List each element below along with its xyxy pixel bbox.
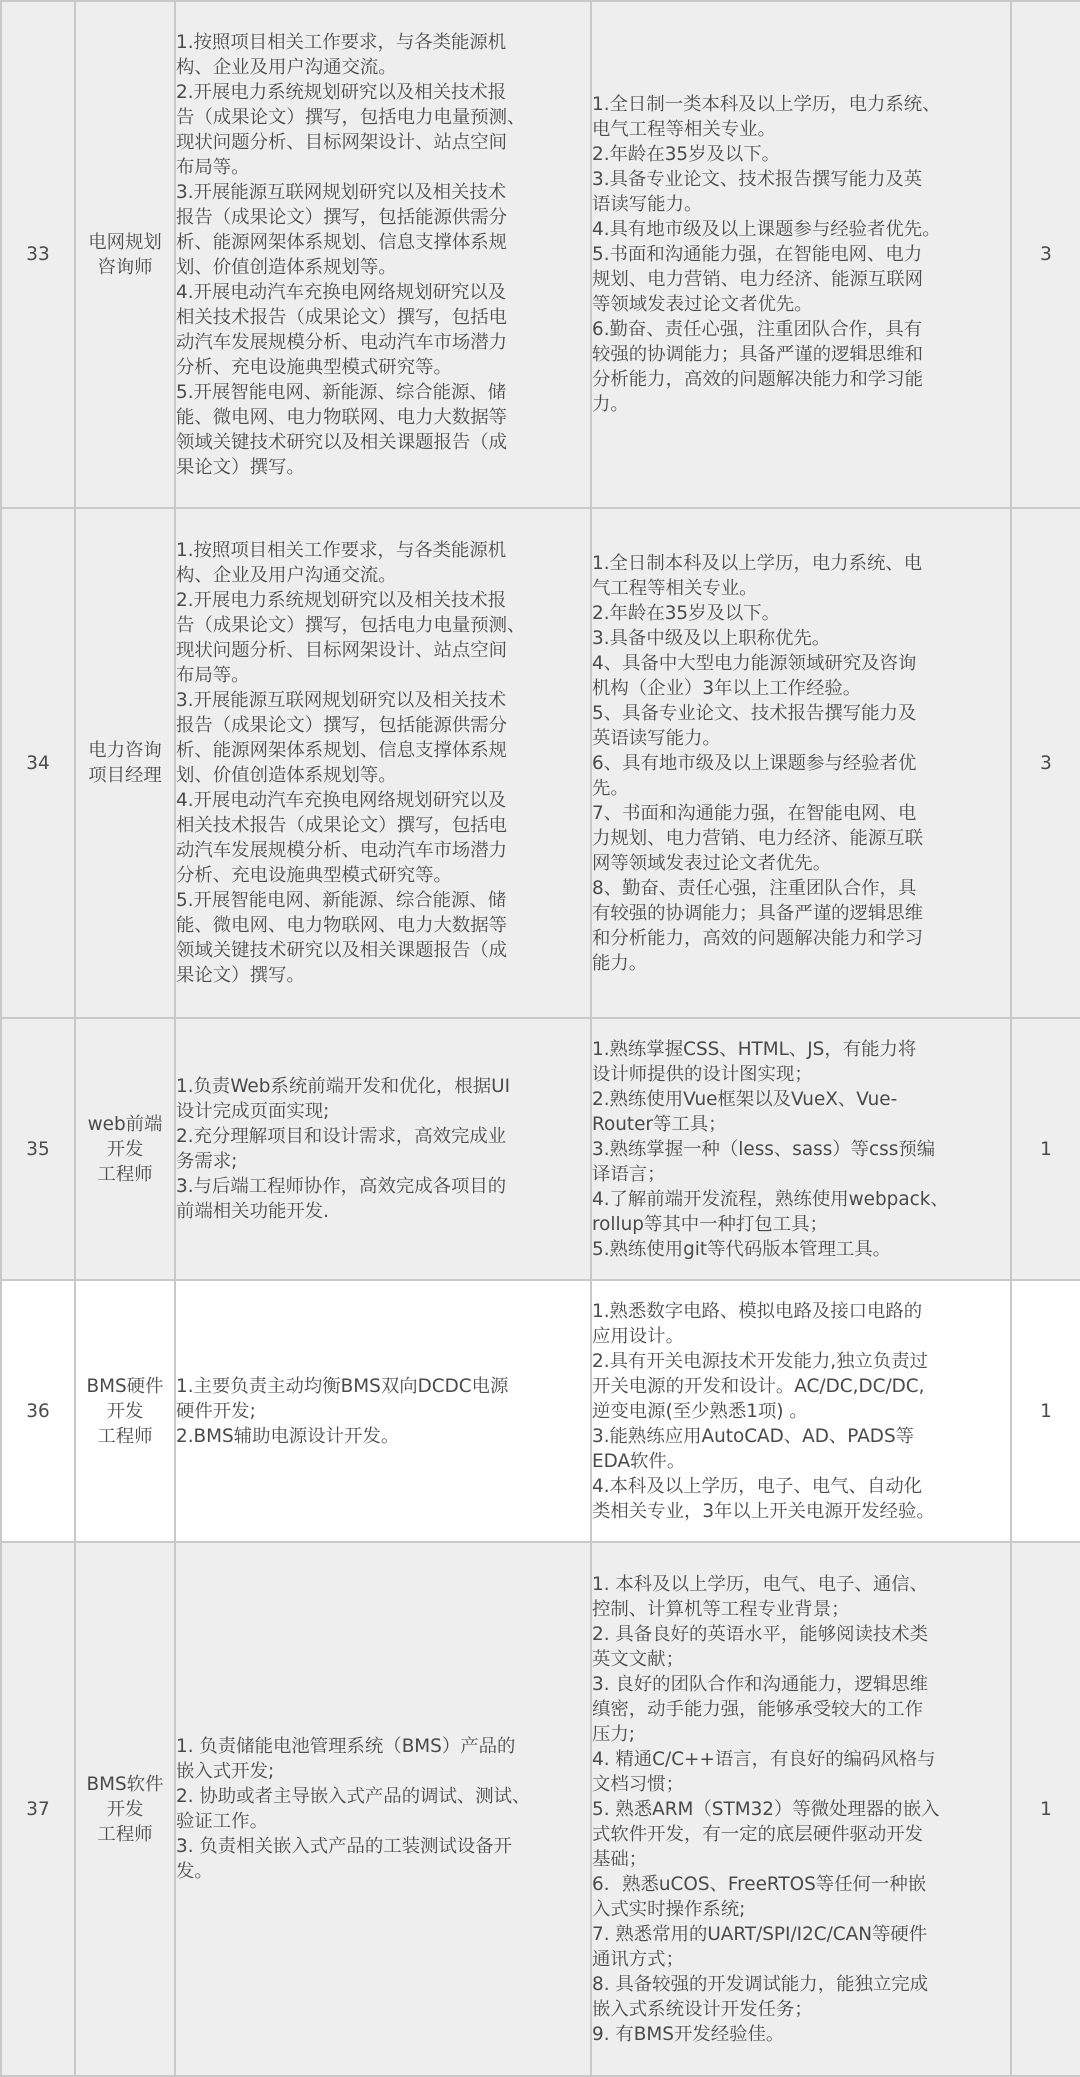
duty-line: 构、企业及用户沟通交流。 (176, 56, 397, 78)
requirement-line: 力。 (592, 394, 629, 415)
duty-line: 动汽车发展规模分析、电动汽车市场潜力 (176, 840, 508, 861)
duty-line: 2.充分理解项目和设计需求，高效完成业 (176, 1126, 507, 1147)
requirement-line: rollup等其中一种打包工具； (592, 1213, 828, 1235)
duty-line: 前端相关功能开发. (176, 1201, 329, 1222)
duty-line: 2.开展电力系统规划研究以及相关技术报 (176, 590, 507, 611)
requirement-line: 3.具备中级及以上职称优先。 (592, 627, 831, 649)
requirement-line: 1.熟悉数字电路、模拟电路及接口电路的 (592, 1300, 923, 1322)
requirement-line: 3. 良好的团队合作和沟通能力，逻辑思维 (592, 1673, 929, 1695)
position-title-line: 电网规划 (88, 231, 162, 253)
job-duties (175, 1, 591, 508)
table-row (1, 1018, 1080, 1280)
position-title-line: BMS硬件 (86, 1375, 164, 1397)
requirement-line: 控制、计算机等工程专业背景； (592, 1598, 850, 1620)
duty-line: 2.开展电力系统规划研究以及相关技术报 (176, 81, 507, 103)
requirement-line: 文档习惯； (592, 1773, 684, 1795)
duty-line: 4.开展电动汽车充换电网络规划研究以及 (176, 281, 507, 303)
duty-line: 1. 负责储能电池管理系统（BMS）产品的 (176, 1736, 516, 1757)
duty-line: 务需求; (176, 1151, 238, 1172)
duty-line: 析、能源网架体系规划、信息支撑体系规 (176, 740, 508, 761)
duty-line: 5.开展智能电网、新能源、综合能源、储 (176, 381, 507, 403)
position-title-line: 开发 (106, 1798, 144, 1820)
table-row (1, 1542, 1080, 2076)
requirement-line: 1.全日制本科及以上学历，电力系统、电 (592, 552, 923, 574)
requirement-line: 2. 具备良好的英语水平，能够阅读技术类 (592, 1623, 929, 1645)
requirement-line: 式软件开发，有一定的底层硬件驱动开发 (592, 1823, 924, 1845)
position-title (75, 1280, 175, 1542)
duty-line: 硬件开发; (176, 1400, 256, 1422)
requirement-line: 逆变电源(至少熟悉1项) 。 (592, 1400, 808, 1422)
position-title-line: 项目经理 (88, 765, 162, 786)
requirement-line: EDA软件。 (592, 1450, 686, 1472)
position-title-line: 工程师 (97, 1163, 153, 1185)
job-requirements (591, 1, 1011, 508)
duty-line: 3.与后端工程师协作，高效完成各项目的 (176, 1176, 507, 1197)
position-title (75, 508, 175, 1018)
requirement-line: 4. 精通C/C++语言，有良好的编码风格与 (592, 1748, 936, 1770)
duty-line: 发。 (176, 1861, 213, 1882)
duty-line: 设计完成页面实现; (176, 1101, 330, 1122)
requirement-line: 设计师提供的设计图实现； (592, 1063, 813, 1085)
headcount: 3 (1011, 508, 1080, 1018)
requirement-line: 嵌入式系统设计开发任务； (592, 1998, 813, 2020)
table-body (1, 1, 1080, 2076)
position-title-line: 咨询师 (97, 256, 153, 278)
duty-line: 分析、充电设施典型模式研究等。 (176, 356, 452, 378)
duty-line: 1.按照项目相关工作要求，与各类能源机 (176, 31, 507, 53)
headcount: 3 (1011, 1, 1080, 508)
duty-line: 能、微电网、电力物联网、电力大数据等 (176, 915, 508, 936)
requirement-line: 和分析能力，高效的问题解决能力和学习 (592, 927, 924, 949)
duty-line: 嵌入式开发; (176, 1761, 275, 1782)
requirement-line: 通讯方式； (592, 1948, 684, 1970)
requirement-line: 7、书面和沟通能力强，在智能电网、电 (592, 802, 917, 824)
requirement-line: 4.了解前端开发流程，熟练使用webpack、 (592, 1188, 949, 1210)
row-number: 37 (1, 1542, 75, 2076)
position-title-line: BMS软件 (86, 1773, 164, 1795)
requirement-line: 网等领域发表过论文者优先。 (592, 852, 832, 874)
duty-line: 划、价值创造体系规划等。 (176, 765, 397, 786)
requirement-line: 气工程等相关专业。 (592, 577, 758, 599)
duty-line: 能、微电网、电力物联网、电力大数据等 (176, 406, 508, 428)
duty-line: 报告（成果论文）撰写，包括能源供需分 (176, 715, 508, 736)
duty-line: 3. 负责相关嵌入式产品的工装测试设备开 (176, 1836, 513, 1857)
duty-line: 相关技术报告（成果论文）撰写，包括电 (176, 815, 508, 836)
duty-line: 构、企业及用户沟通交流。 (176, 565, 397, 586)
requirement-line: 电气工程等相关专业。 (592, 119, 776, 140)
requirement-line: 有较强的协调能力；具备严谨的逻辑思维 (592, 902, 924, 924)
requirement-line: 2.具有开关电源技术开发能力,独立负责过 (592, 1350, 929, 1372)
duty-line: 3.开展能源互联网规划研究以及相关技术 (176, 690, 507, 711)
requirement-line: 1. 本科及以上学历，电气、电子、通信、 (592, 1573, 929, 1595)
position-title-line: 工程师 (97, 1425, 153, 1447)
duty-line: 验证工作。 (176, 1811, 268, 1832)
duty-line: 领域关键技术研究以及相关课题报告（成 (176, 431, 508, 453)
requirement-line: 基础； (592, 1848, 648, 1870)
duty-line: 2. 协助或者主导嵌入式产品的调试、测试、 (176, 1786, 531, 1807)
duty-line: 1.主要负责主动均衡BMS双向DCDC电源 (176, 1375, 509, 1397)
position-title (75, 1, 175, 508)
requirement-line: 分析能力，高效的问题解决能力和学习能 (592, 369, 924, 390)
duty-line: 现状问题分析、目标网架设计、站点空间 (176, 131, 508, 153)
requirement-line: 英文文献； (592, 1648, 684, 1670)
job-duties (175, 1280, 591, 1542)
job-requirements (591, 1280, 1011, 1542)
requirement-line: 译语言； (592, 1163, 666, 1185)
duty-line: 4.开展电动汽车充换电网络规划研究以及 (176, 790, 507, 811)
requirement-line: 3.能熟练应用AutoCAD、AD、PADS等 (592, 1425, 915, 1447)
job-duties (175, 1018, 591, 1280)
requirement-line: 2.熟练使用Vue框架以及VueX、Vue- (592, 1088, 898, 1110)
requirement-line: 压力; (592, 1723, 635, 1745)
duty-line: 果论文）撰写。 (176, 965, 305, 986)
requirement-line: 缜密，动手能力强，能够承受较大的工作 (592, 1698, 924, 1720)
table-row (1, 1, 1080, 508)
row-number: 35 (1, 1018, 75, 1280)
duty-line: 告（成果论文）撰写，包括电力电量预测、 (176, 615, 526, 636)
requirement-line: 5.熟练使用git等代码版本管理工具。 (592, 1238, 892, 1260)
position-title-line: 电力咨询 (88, 740, 162, 761)
requirement-line: 力规划、电力营销、电力经济、能源互联 (592, 827, 924, 849)
requirement-line: 1.全日制一类本科及以上学历，电力系统、 (592, 94, 941, 115)
requirement-line: 较强的协调能力；具备严谨的逻辑思维和 (592, 344, 924, 365)
duty-line: 果论文）撰写。 (176, 456, 305, 478)
duty-line: 相关技术报告（成果论文）撰写，包括电 (176, 306, 508, 328)
requirement-line: 英语读写能力。 (592, 727, 721, 749)
headcount: 1 (1011, 1542, 1080, 2076)
requirement-line: 3.具备专业论文、技术报告撰写能力及英 (592, 169, 923, 190)
requirement-line: 2.年龄在35岁及以下。 (592, 144, 781, 165)
job-requirements (591, 1542, 1011, 2076)
duty-line: 分析、充电设施典型模式研究等。 (176, 865, 452, 886)
job-requirements (591, 508, 1011, 1018)
duty-line: 领域关键技术研究以及相关课题报告（成 (176, 940, 508, 961)
job-duties (175, 1542, 591, 2076)
duty-line: 5.开展智能电网、新能源、综合能源、储 (176, 890, 507, 911)
duty-line: 布局等。 (176, 665, 250, 686)
requirement-line: 6．熟悉uCOS、FreeRTOS等任何一种嵌 (592, 1873, 927, 1895)
requirement-line: 5.书面和沟通能力强，在智能电网、电力 (592, 244, 923, 265)
requirement-line: 4、具备中大型电力能源领域研究及咨询 (592, 652, 917, 674)
duty-line: 1.负责Web系统前端开发和优化，根据UI (176, 1076, 510, 1097)
requirement-line: 9. 有BMS开发经验佳。 (592, 2023, 785, 2045)
table-row (1, 508, 1080, 1018)
requirement-line: 8. 具备较强的开发调试能力，能独立完成 (592, 1973, 929, 1995)
requirement-line: 8、勤奋、责任心强，注重团队合作，具 (592, 877, 917, 899)
position-title (75, 1542, 175, 2076)
duty-line: 布局等。 (176, 156, 250, 178)
row-number: 36 (1, 1280, 75, 1542)
requirement-line: 2.年龄在35岁及以下。 (592, 602, 781, 624)
position-title-line: 开发 (106, 1400, 144, 1422)
requirement-line: 入式实时操作系统; (592, 1898, 746, 1920)
requirement-line: 先。 (592, 777, 629, 799)
requirement-line: 类相关专业，3年以上开关电源开发经验。 (592, 1500, 935, 1522)
position-title-line: 工程师 (97, 1823, 153, 1845)
requirement-line: 应用设计。 (592, 1325, 684, 1347)
requirement-line: 5、具备专业论文、技术报告撰写能力及 (592, 702, 917, 724)
requirement-line: 5. 熟悉ARM（STM32）等微处理器的嵌入 (592, 1798, 940, 1820)
duty-line: 3.开展能源互联网规划研究以及相关技术 (176, 181, 507, 203)
requirement-line: 4.具有地市级及以上课题参与经验者优先。 (592, 219, 941, 240)
requirement-line: 语读写能力。 (592, 194, 703, 215)
requirement-line: 4.本科及以上学历，电子、电气、自动化 (592, 1475, 923, 1497)
duty-line: 2.BMS辅助电源设计开发。 (176, 1425, 400, 1447)
headcount: 1 (1011, 1018, 1080, 1280)
job-requirements (591, 1018, 1011, 1280)
position-title-line: 开发 (106, 1138, 144, 1160)
duty-line: 报告（成果论文）撰写，包括能源供需分 (176, 206, 508, 228)
job-duties (175, 508, 591, 1018)
requirement-line: 6、具有地市级及以上课题参与经验者优 (592, 752, 917, 774)
duty-line: 划、价值创造体系规划等。 (176, 256, 397, 278)
row-number: 33 (1, 1, 75, 508)
table-row (1, 1280, 1080, 1542)
duty-line: 1.按照项目相关工作要求，与各类能源机 (176, 540, 507, 561)
duty-line: 动汽车发展规模分析、电动汽车市场潜力 (176, 331, 508, 353)
requirement-line: 开关电源的开发和设计。AC/DC,DC/DC, (592, 1375, 925, 1397)
requirement-line: 等领域发表过论文者优先。 (592, 294, 813, 315)
duty-line: 析、能源网架体系规划、信息支撑体系规 (176, 231, 508, 253)
requirement-line: 3.熟练掌握一种（less、sass）等css预编 (592, 1138, 936, 1160)
position-title-line: web前端 (87, 1113, 163, 1135)
requirement-line: 1.熟练掌握CSS、HTML、JS，有能力将 (592, 1038, 917, 1060)
requirement-line: 规划、电力营销、电力经济、能源互联网 (592, 269, 924, 290)
headcount: 1 (1011, 1280, 1080, 1542)
duty-line: 告（成果论文）撰写，包括电力电量预测、 (176, 106, 526, 128)
requirement-line: 机构（企业）3年以上工作经验。 (592, 677, 862, 699)
requirement-line: 7. 熟悉常用的UART/SPI/I2C/CAN等硬件 (592, 1923, 928, 1945)
requirement-line: 6.勤奋、责任心强，注重团队合作，具有 (592, 319, 923, 340)
position-title (75, 1018, 175, 1280)
requirement-line: Router等工具； (592, 1113, 727, 1135)
requirement-line: 能力。 (592, 952, 648, 974)
row-number: 34 (1, 508, 75, 1018)
duty-line: 现状问题分析、目标网架设计、站点空间 (176, 640, 508, 661)
